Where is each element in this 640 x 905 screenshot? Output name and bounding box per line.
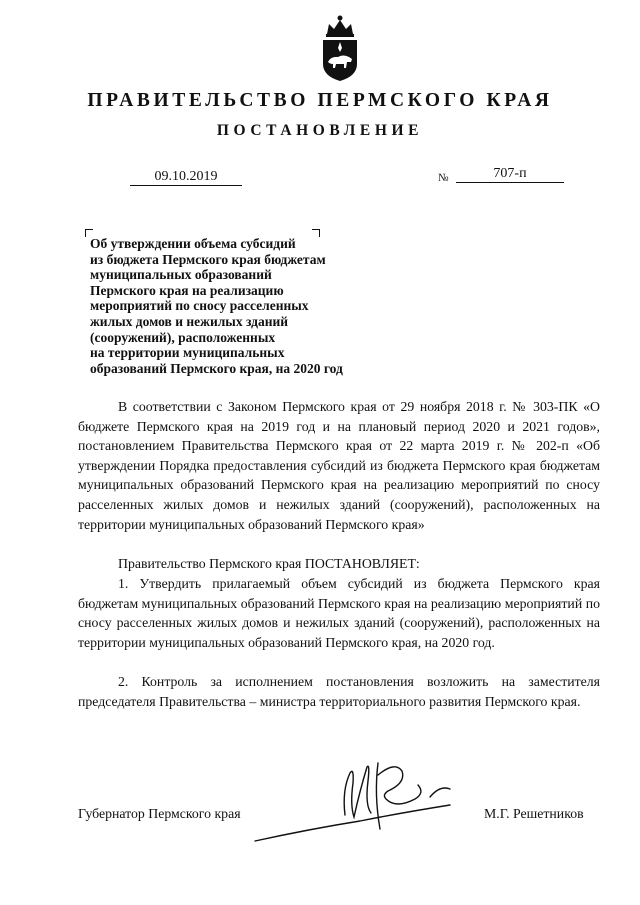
handwritten-signature bbox=[250, 755, 480, 850]
subject-line: из бюджета Пермского края бюджетам bbox=[90, 251, 326, 267]
clause-1-paragraph: 1. Утвердить прилагаемый объем субсидий из бюджета Пермского края бюджетам муниципальных образований Пермского края на реализацию мероприятий по сносу расселенных жилых домов и нежилых зданий (сооружений), расположенных на территории муниципальных образований Пермского края, на 2020 год. bbox=[78, 576, 600, 650]
subject-line: Пермского края на реализацию bbox=[90, 282, 284, 298]
signatory-position: Губернатор Пермского края bbox=[78, 806, 241, 821]
subject-line: жилых домов и нежилых зданий bbox=[90, 313, 289, 329]
subject-line: мероприятий по сносу расселенных bbox=[90, 298, 309, 314]
document-number: 707-п bbox=[456, 166, 564, 183]
crown-icon bbox=[326, 16, 354, 38]
signatory-name: М.Г. Решетников bbox=[484, 806, 584, 821]
subject-line: образований Пермского края, на 2020 год bbox=[90, 360, 343, 376]
subject-line: муниципальных образований bbox=[90, 267, 272, 283]
government-title: ПРАВИТЕЛЬСТВО ПЕРМСКОГО КРАЯ bbox=[87, 90, 553, 111]
subject-line: (сооружений), расположенных bbox=[90, 329, 276, 345]
preamble-paragraph: В соответствии с Законом Пермского края от 29 ноября 2018 г. № 303-ПК «О бюджете Пермского края на 2019 год и на плановый период 2020 и 2021 годов», постановлением Правительства Пермского края от 22 марта 2019 г. № 202-п «Об утверждении Порядка предоставления субсидий из бюджета Пермского края бюджетам муниципальных образований Пермского края на реализацию мероприятий по сносу расселенных жилых домов и нежилых зданий (сооружений), расположенных на территории муниципальных образований Пермского края» bbox=[78, 399, 600, 532]
document-type-title: ПОСТАНОВЛЕНИЕ bbox=[216, 122, 424, 139]
resolution-heading: Правительство Пермского края ПОСТАНОВЛЯЕТ: bbox=[118, 556, 420, 571]
clause-2-paragraph: 2. Контроль за исполнением постановления возложить на заместителя председателя Правительства – министра территориального развития Пермского края. bbox=[78, 674, 600, 709]
coat-of-arms-icon bbox=[319, 12, 361, 82]
subject-line: на территории муниципальных bbox=[90, 345, 285, 361]
subject-line: Об утверждении объема субсидий bbox=[90, 236, 296, 251]
number-sign: № bbox=[438, 172, 449, 184]
subject-block bbox=[90, 236, 343, 376]
document-date: 09.10.2019 bbox=[130, 169, 242, 186]
